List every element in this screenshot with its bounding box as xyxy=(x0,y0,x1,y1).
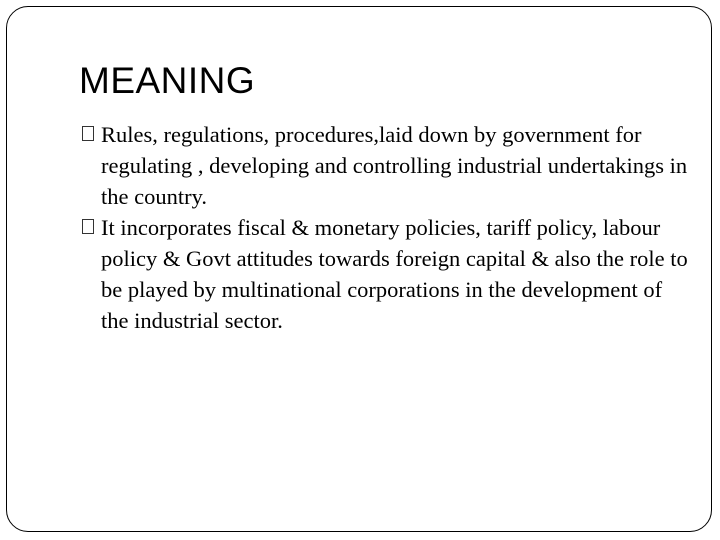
bullet-text-incorporates: It incorporates fiscal & monetary policies, tariff policy, labour policy & Govt attitudes towards foreign capital & also the role to be played by multinational corporations in the development of the industrial sector. xyxy=(101,215,688,333)
bullet-item-rules xyxy=(82,119,692,212)
bullet-text-rules: Rules, regulations, procedures,laid down by government for regulating , developing and controlling industrial undertakings in the country. xyxy=(101,122,688,209)
bullet-list xyxy=(82,119,692,336)
slide-title: MEANING xyxy=(79,60,256,101)
bullet-item-incorporates xyxy=(82,212,692,336)
missing-glyph-box-icon xyxy=(82,126,94,141)
missing-glyph-box-icon xyxy=(82,219,94,234)
